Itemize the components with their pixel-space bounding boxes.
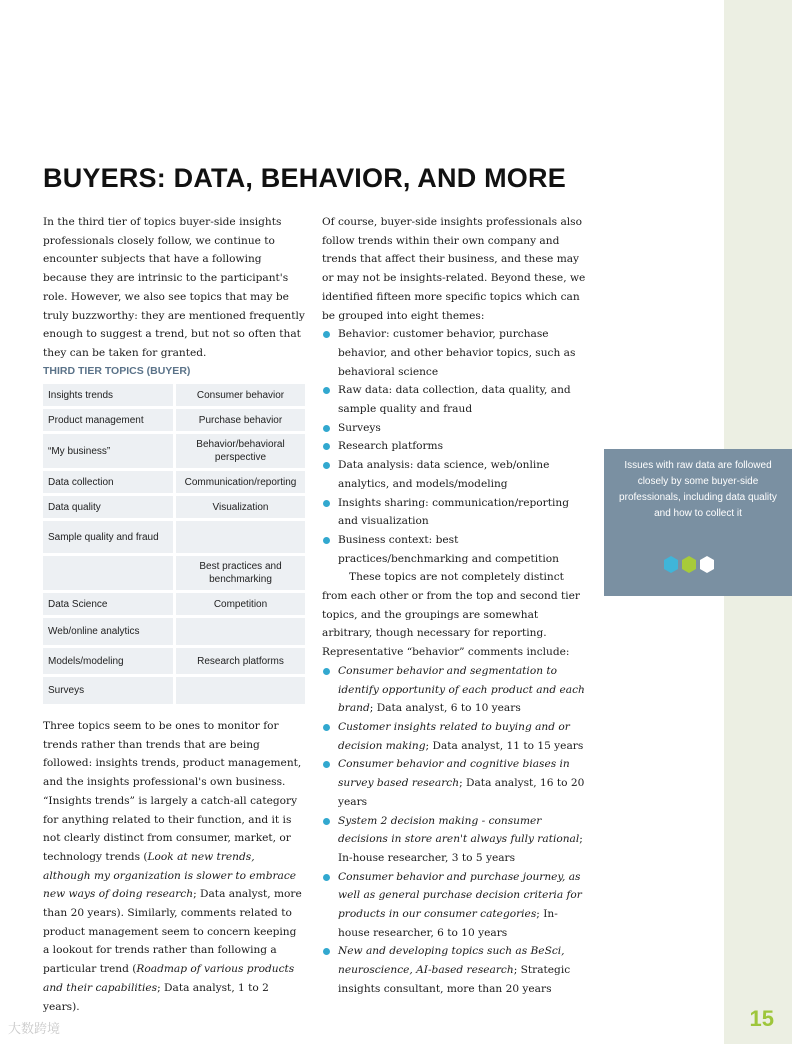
page-title: BUYERS: DATA, BEHAVIOR, AND MORE xyxy=(43,163,566,193)
comments-list xyxy=(322,662,588,999)
themes-list xyxy=(322,325,588,568)
table-cell: Surveys xyxy=(43,677,176,704)
hexagon-icon xyxy=(664,556,678,573)
quote-text: Consumer behavior and cognitive biases in survey based research xyxy=(338,758,570,790)
list-item: Raw data: data collection, data quality, and sample quality and fraud xyxy=(322,381,588,418)
paragraph-text: Three topics seem to be ones to monitor for trends rather than trends that are being followed: insights trends, product management, and the insights professional's own business. “Insights trends” is largely a catch-all category for anything related to their function, and it is not clearly distinct from consumer, market, or technology trends ( xyxy=(43,720,302,863)
table-cell: Sample quality and fraud xyxy=(43,521,176,553)
quote-text: Consumer behavior and purchase journey, as well as general purchase decision criteria for products in our consumer categories xyxy=(338,870,582,921)
table-cell: Research platforms xyxy=(176,648,305,674)
source-text: ; Data analyst, 11 to 15 years xyxy=(425,739,584,752)
list-item xyxy=(322,868,588,943)
list-item xyxy=(322,755,588,811)
list-item: Surveys xyxy=(322,419,588,438)
table-cell: Competition xyxy=(176,593,305,615)
table-cell: Insights trends xyxy=(43,384,176,406)
hexagon-icon xyxy=(700,556,714,573)
third-tier-topics-table xyxy=(43,381,305,707)
paragraph-text: ; Data analyst, 1 to 2 years). xyxy=(43,981,269,1013)
list-item: Business context: best practices/benchmarking and competition xyxy=(322,531,588,568)
quote-text: Look at new trends, although my organization is slower to embrace new ways of doing research xyxy=(43,850,297,901)
table-row xyxy=(43,648,305,674)
table-row xyxy=(43,556,305,590)
page-number: 15 xyxy=(749,1006,774,1031)
table-cell: Visualization xyxy=(176,496,305,518)
callout-text: Issues with raw data are followed closely by some buyer-side professionals, including data quality and how to collect it xyxy=(619,460,777,519)
table-cell: Data quality xyxy=(43,496,176,518)
table-cell: Behavior/behavioral perspective xyxy=(176,434,305,468)
table-cell: “My business” xyxy=(43,434,176,468)
list-item xyxy=(322,812,588,868)
left-column xyxy=(43,213,305,363)
hexagon-icons xyxy=(663,555,717,575)
hexagon-icon xyxy=(682,556,696,573)
paragraph-text: ; Data analyst, more than 20 years). Similarly, comments related to product management seem to concern keeping a lookout for trends rather than following a particular trend ( xyxy=(43,888,302,976)
source-text: ; Data analyst, 16 to 20 years xyxy=(338,777,585,808)
table-row xyxy=(43,593,305,615)
table-cell: Consumer behavior xyxy=(176,384,305,406)
table-cell: Purchase behavior xyxy=(176,409,305,431)
table-cell xyxy=(43,556,176,590)
list-item xyxy=(322,942,588,998)
table-row xyxy=(43,677,305,704)
table-cell xyxy=(176,677,305,704)
table-row xyxy=(43,496,305,518)
watermark: 大数跨境 xyxy=(8,1022,61,1037)
left-second-paragraph xyxy=(43,717,305,1016)
list-item xyxy=(322,662,588,718)
table-cell: Data collection xyxy=(43,471,176,493)
right-intro-paragraph: Of course, buyer-side insights professionals also follow trends within their own company and trends that affect their business, and these may or may not be insights-related. Beyond these, we identified fifteen more specific topics which can be grouped into eight themes: xyxy=(322,216,586,322)
quote-text: New and developing topics such as BeSci, neuroscience, AI-based research xyxy=(338,945,565,977)
table-cell: Best practices and benchmarking xyxy=(176,556,305,590)
table-cell: Product management xyxy=(43,409,176,431)
table-row xyxy=(43,521,305,553)
list-item: Behavior: customer behavior, purchase behavior, and other behavior topics, such as behavioral science xyxy=(322,325,588,381)
table-cell xyxy=(176,521,305,553)
list-item: Data analysis: data science, web/online analytics, and models/modeling xyxy=(322,456,588,493)
right-middle-paragraph: These topics are not completely distinct from each other or from the top and second tier topics, and the groupings are somewhat arbitrary, though necessary for reporting. Representative “behavior” comments include: xyxy=(322,571,580,659)
left-intro-paragraph: In the third tier of topics buyer-side insights professionals closely follow, we continue to encounter subjects that have a following because they are intrinsic to the participant's role. However, we also see topics that may be truly buzzworthy: they are mentioned frequently enough to suggest a trend, but not so often that they can be taken for granted. xyxy=(43,216,305,359)
list-item: Insights sharing: communication/reporting and visualization xyxy=(322,494,588,531)
table-row xyxy=(43,434,305,468)
quote-text: Consumer behavior and segmentation to identify opportunity of each product and each brand xyxy=(338,664,585,715)
table-row xyxy=(43,471,305,493)
table-cell xyxy=(176,618,305,645)
list-item: Research platforms xyxy=(322,437,588,456)
table-row xyxy=(43,384,305,406)
source-text: ; In-house researcher, 3 to 5 years xyxy=(338,833,583,864)
source-text: ; Strategic insights consultant, more than 20 years xyxy=(338,964,571,995)
table-cell: Communication/reporting xyxy=(176,471,305,493)
quote-text: Roadmap of various products and their capabilities xyxy=(43,963,295,994)
quote-text: System 2 decision making - consumer decisions in store aren't always fully rational xyxy=(338,814,580,846)
quote-text: Customer insights related to buying and or decision making xyxy=(338,720,570,752)
table-cell: Web/online analytics xyxy=(43,618,176,645)
source-text: ; In-house researcher, 6 to 10 years xyxy=(338,908,558,939)
table-row xyxy=(43,409,305,431)
table-row xyxy=(43,618,305,645)
table-cell: Data Science xyxy=(43,593,176,615)
table-cell: Models/modeling xyxy=(43,648,176,674)
source-text: ; Data analyst, 6 to 10 years xyxy=(369,702,521,715)
right-column xyxy=(322,213,588,999)
list-item xyxy=(322,718,588,755)
table-title: THIRD TIER TOPICS (BUYER) xyxy=(43,365,191,377)
